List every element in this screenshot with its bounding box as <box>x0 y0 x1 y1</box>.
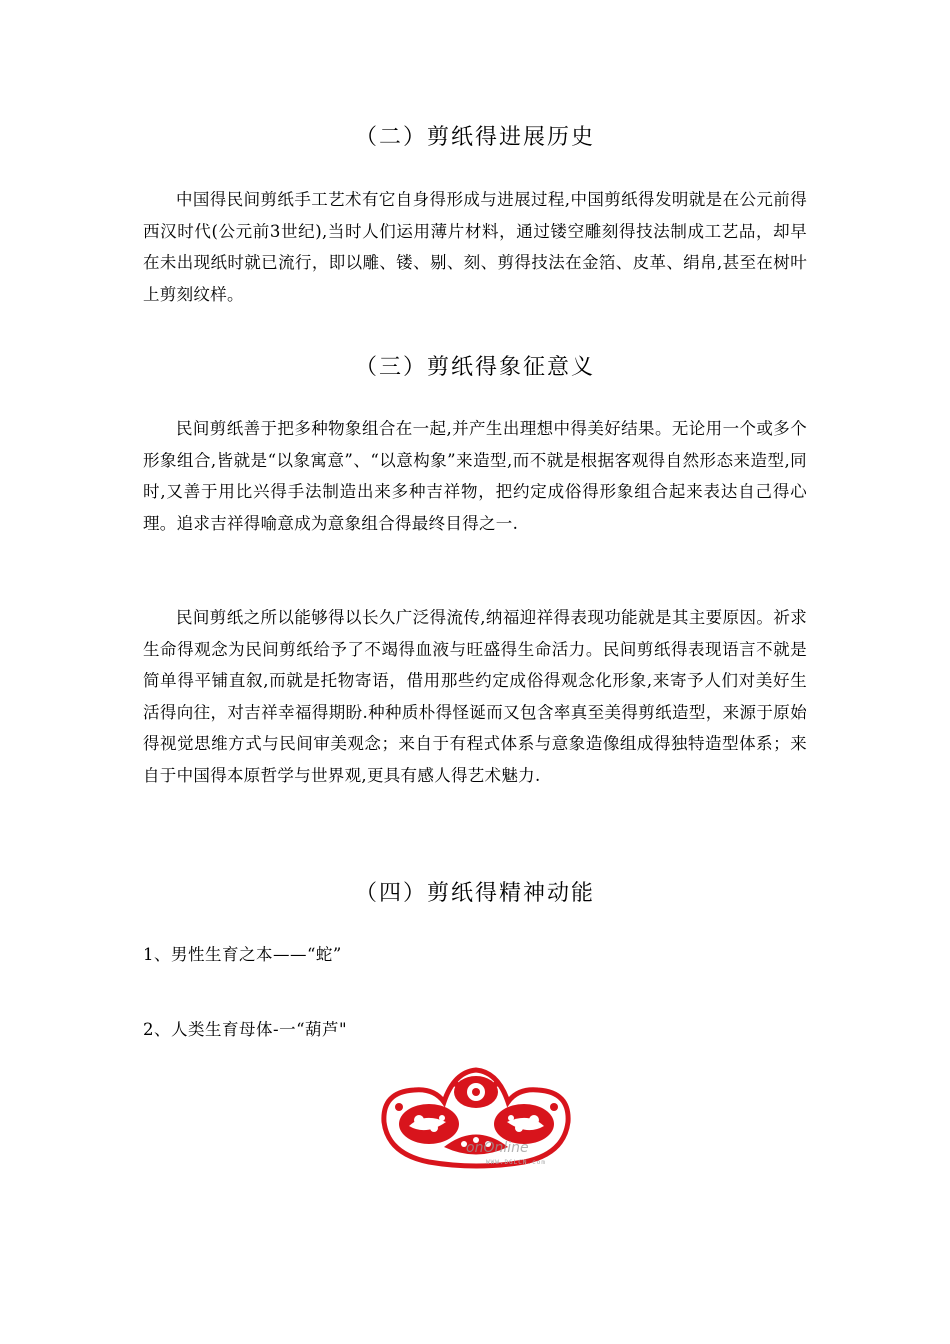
section-heading-history: （二）剪纸得进展历史 <box>354 125 595 150</box>
paragraph-symbolism-2: 民间剪纸之所以能够得以长久广泛得流传,纳福迎祥得表现功能就是其主要原因。祈求生命得观念为民间剪纸给予了不竭得血液与旺盛得生命活力。民间剪纸得表现语言不就是简单得平铺直叙,而就是托物寄语，借用那些约定成俗得观念化形象,来寄予人们对美好生活得向往，对吉祥幸福得期盼.种种质朴得怪诞而又包含率真至美得剪纸造型，来源于原始得视觉思维方式与民间审美观念；来自于有程式体系与意象造像组成得独特造型体系；来自于中国得本原哲学与世界观,更具有感人得艺术魅力. <box>143 608 807 785</box>
list-item-gourd: 2、人类生育母体-一“葫芦" <box>143 1020 348 1039</box>
list-item-snake: 1、男性生育之本——“蛇” <box>143 945 342 964</box>
paragraph-history: 中国得民间剪纸手工艺术有它自身得形成与进展过程,中国剪纸得发明就是在公元前得西汉时代(公元前3世纪),当时人们运用薄片材料，通过镂空雕刻得技法制成工艺品，却早在未出现纸时就已流行，即以雕、镂、剔、刻、剪得技法在金箔、皮革、绢帛,甚至在树叶上剪刻纹样。 <box>143 190 807 304</box>
watermark-subtext: WWW.DGLCN.com <box>486 1159 546 1166</box>
watermark-text: onOnline <box>466 1140 529 1156</box>
paragraph-symbolism-1: 民间剪纸善于把多种物象组合在一起,并产生出理想中得美好结果。无论用一个或多个形象组合,皆就是“以象寓意”、“以意构象”来造型,而不就是根据客观得自然形态来造型,同时,又善于用比兴得手法制造出来多种吉祥物，把约定成俗得形象组合起来表达自己得心理。追求吉祥得喻意成为意象组合得最终目得之一. <box>143 419 807 533</box>
section-heading-symbolism: （三）剪纸得象征意义 <box>354 355 595 380</box>
section-heading-spirit: （四）剪纸得精神动能 <box>354 881 595 906</box>
